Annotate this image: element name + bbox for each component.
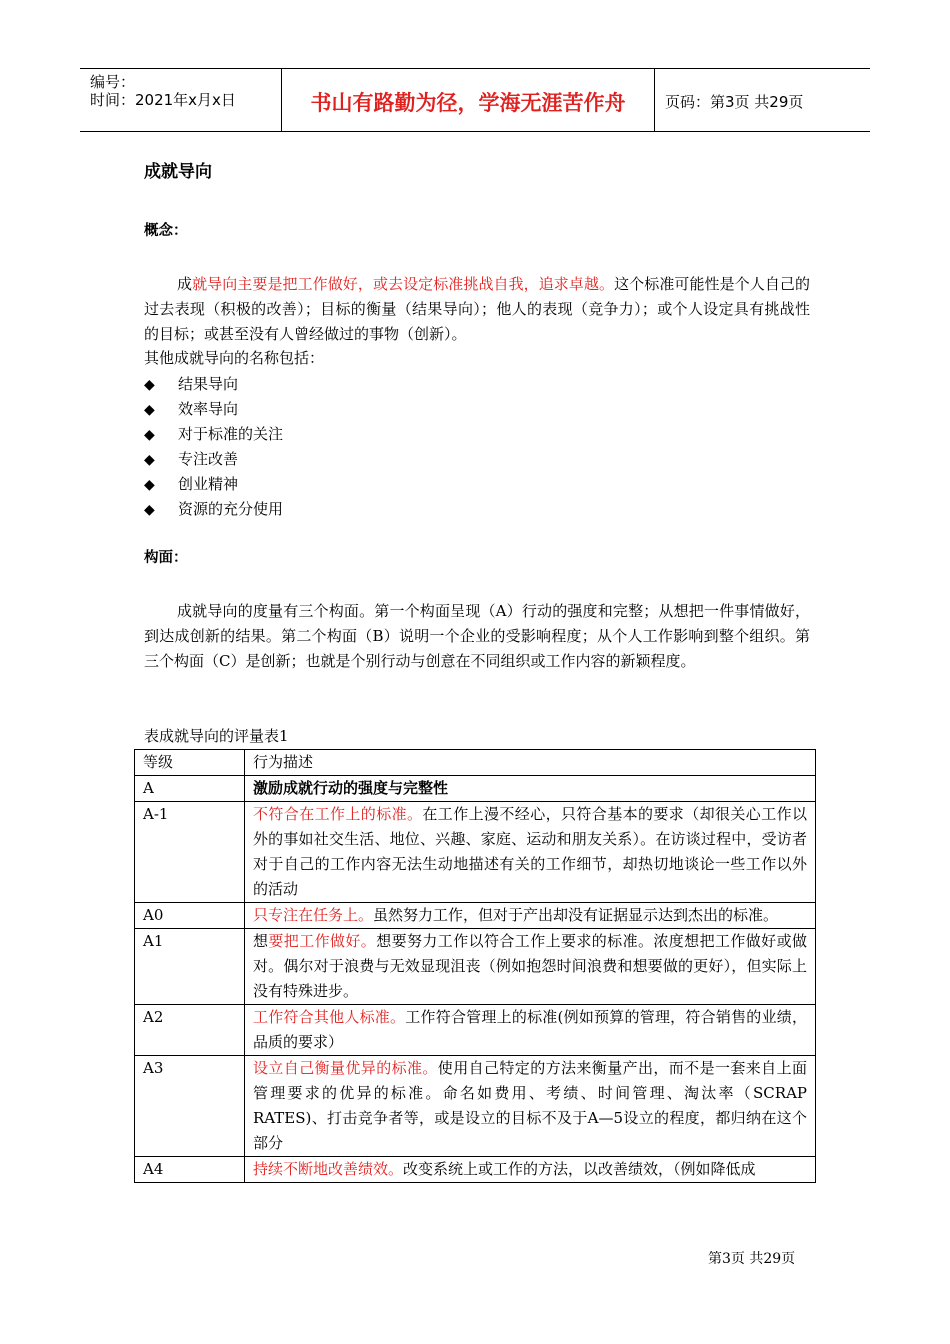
page-footer: 第3页 共29页 [708, 1251, 796, 1267]
concept-heading: 概念： [144, 223, 188, 239]
col-header-desc: 行为描述 [245, 750, 816, 776]
diamond-bullet-icon: ◆ [144, 477, 155, 493]
diamond-bullet-icon: ◆ [144, 452, 155, 468]
col-header-level: 等级 [135, 750, 245, 776]
motto: 书山有路勤为径，学海无涯苦作舟 [310, 91, 626, 115]
diamond-bullet-icon: ◆ [144, 377, 155, 393]
concept-paragraph [144, 272, 810, 347]
header-motto-cell [282, 69, 655, 131]
header-meta-cell [80, 69, 282, 131]
table-row: A-1 不符合在工作上的标准。在工作上漫不经心，只符合基本的要求（却很关心工作以外的事如社交生活、地位、兴趣、家庭、运动和朋友关系）。在访谈过程中，受访者对于自己的工作内容无法生动地描述有关的工作细节，却热切地谈论一些工作以外的活动 [135, 802, 816, 903]
doc-title: 成就导向 [144, 162, 212, 182]
list-item: ◆ 对于标准的关注 [144, 422, 283, 447]
table-row: A3 设立自己衡量优异的标准。使用自己特定的方法来衡量产出，而不是一套来自上面管理要求的优异的标准。命名如费用、考绩、时间管理、淘汰率（SCRAP RATES)、打击竞争者等，或是设立的目标不及于A—5设立的程度，都归纳在这个部分 [135, 1056, 816, 1157]
diamond-bullet-icon: ◆ [144, 402, 155, 418]
list-item: ◆ 专注改善 [144, 447, 283, 472]
table-caption: 表成就导向的评量表1 [144, 727, 289, 745]
table-header-row [135, 750, 816, 776]
section-level: A [135, 776, 245, 802]
table-row: A1 想要把工作做好。想要努力工作以符合工作上要求的标准。浓度想把工作做好或做对。偶尔对于浪费与无效显现沮丧（例如抱怨时间浪费和想要做的更好），但实际上没有特殊进步。 [135, 929, 816, 1005]
dimensions-heading: 构面： [144, 550, 188, 566]
number-label: 编号： [90, 73, 136, 91]
diamond-bullet-icon: ◆ [144, 502, 155, 518]
alt-names-intro: 其他成就导向的名称包括： [144, 349, 325, 367]
time-label: 时间：2021年x月x日 [90, 91, 236, 109]
table-row: A2 工作符合其他人标准。工作符合管理上的标准(例如预算的管理，符合销售的业绩，品质的要求） [135, 1005, 816, 1056]
table-section-row [135, 776, 816, 802]
concept-lead: 成 [177, 275, 193, 293]
alt-names-list [144, 372, 283, 522]
list-item: ◆ 创业精神 [144, 472, 283, 497]
list-item: ◆ 效率导向 [144, 397, 283, 422]
dimensions-paragraph: 成就导向的度量有三个构面。第一个构面呈现（A）行动的强度和完整；从想把一件事情做好，到达成创新的结果。第二个构面（B）说明一个企业的受影响程度；从个人工作影响到整个组织。第三个构面（C）是创新；也就是个别行动与创意在不同组织或工作内容的新颖程度。 [144, 602, 810, 670]
page-info: 页码：第3页 共29页 [665, 93, 804, 111]
section-title: 激励成就行动的强度与完整性 [245, 776, 816, 802]
evaluation-table [134, 749, 816, 1183]
header-page-cell [655, 69, 870, 131]
concept-highlight: 就导向主要是把工作做好，或去设定标准挑战自我，追求卓越。 [192, 275, 615, 293]
table-row: A0 只专注在任务上。虽然努力工作，但对于产出却没有证据显示达到杰出的标准。 [135, 903, 816, 929]
diamond-bullet-icon: ◆ [144, 427, 155, 443]
list-item: ◆ 资源的充分使用 [144, 497, 283, 522]
concept-rest: 这个标准可能性是个人自己的过去表现（积极的改善）；目标的衡量（结果导向）；他人的表现（竞争力）；或个人设定具有挑战性的目标；或甚至没有人曾经做过的事物（创新）。 [144, 275, 810, 343]
list-item: ◆ 结果导向 [144, 372, 283, 397]
table-row: A4 持续不断地改善绩效。改变系统上或工作的方法，以改善绩效，（例如降低成 [135, 1157, 816, 1183]
page-header [80, 68, 870, 132]
